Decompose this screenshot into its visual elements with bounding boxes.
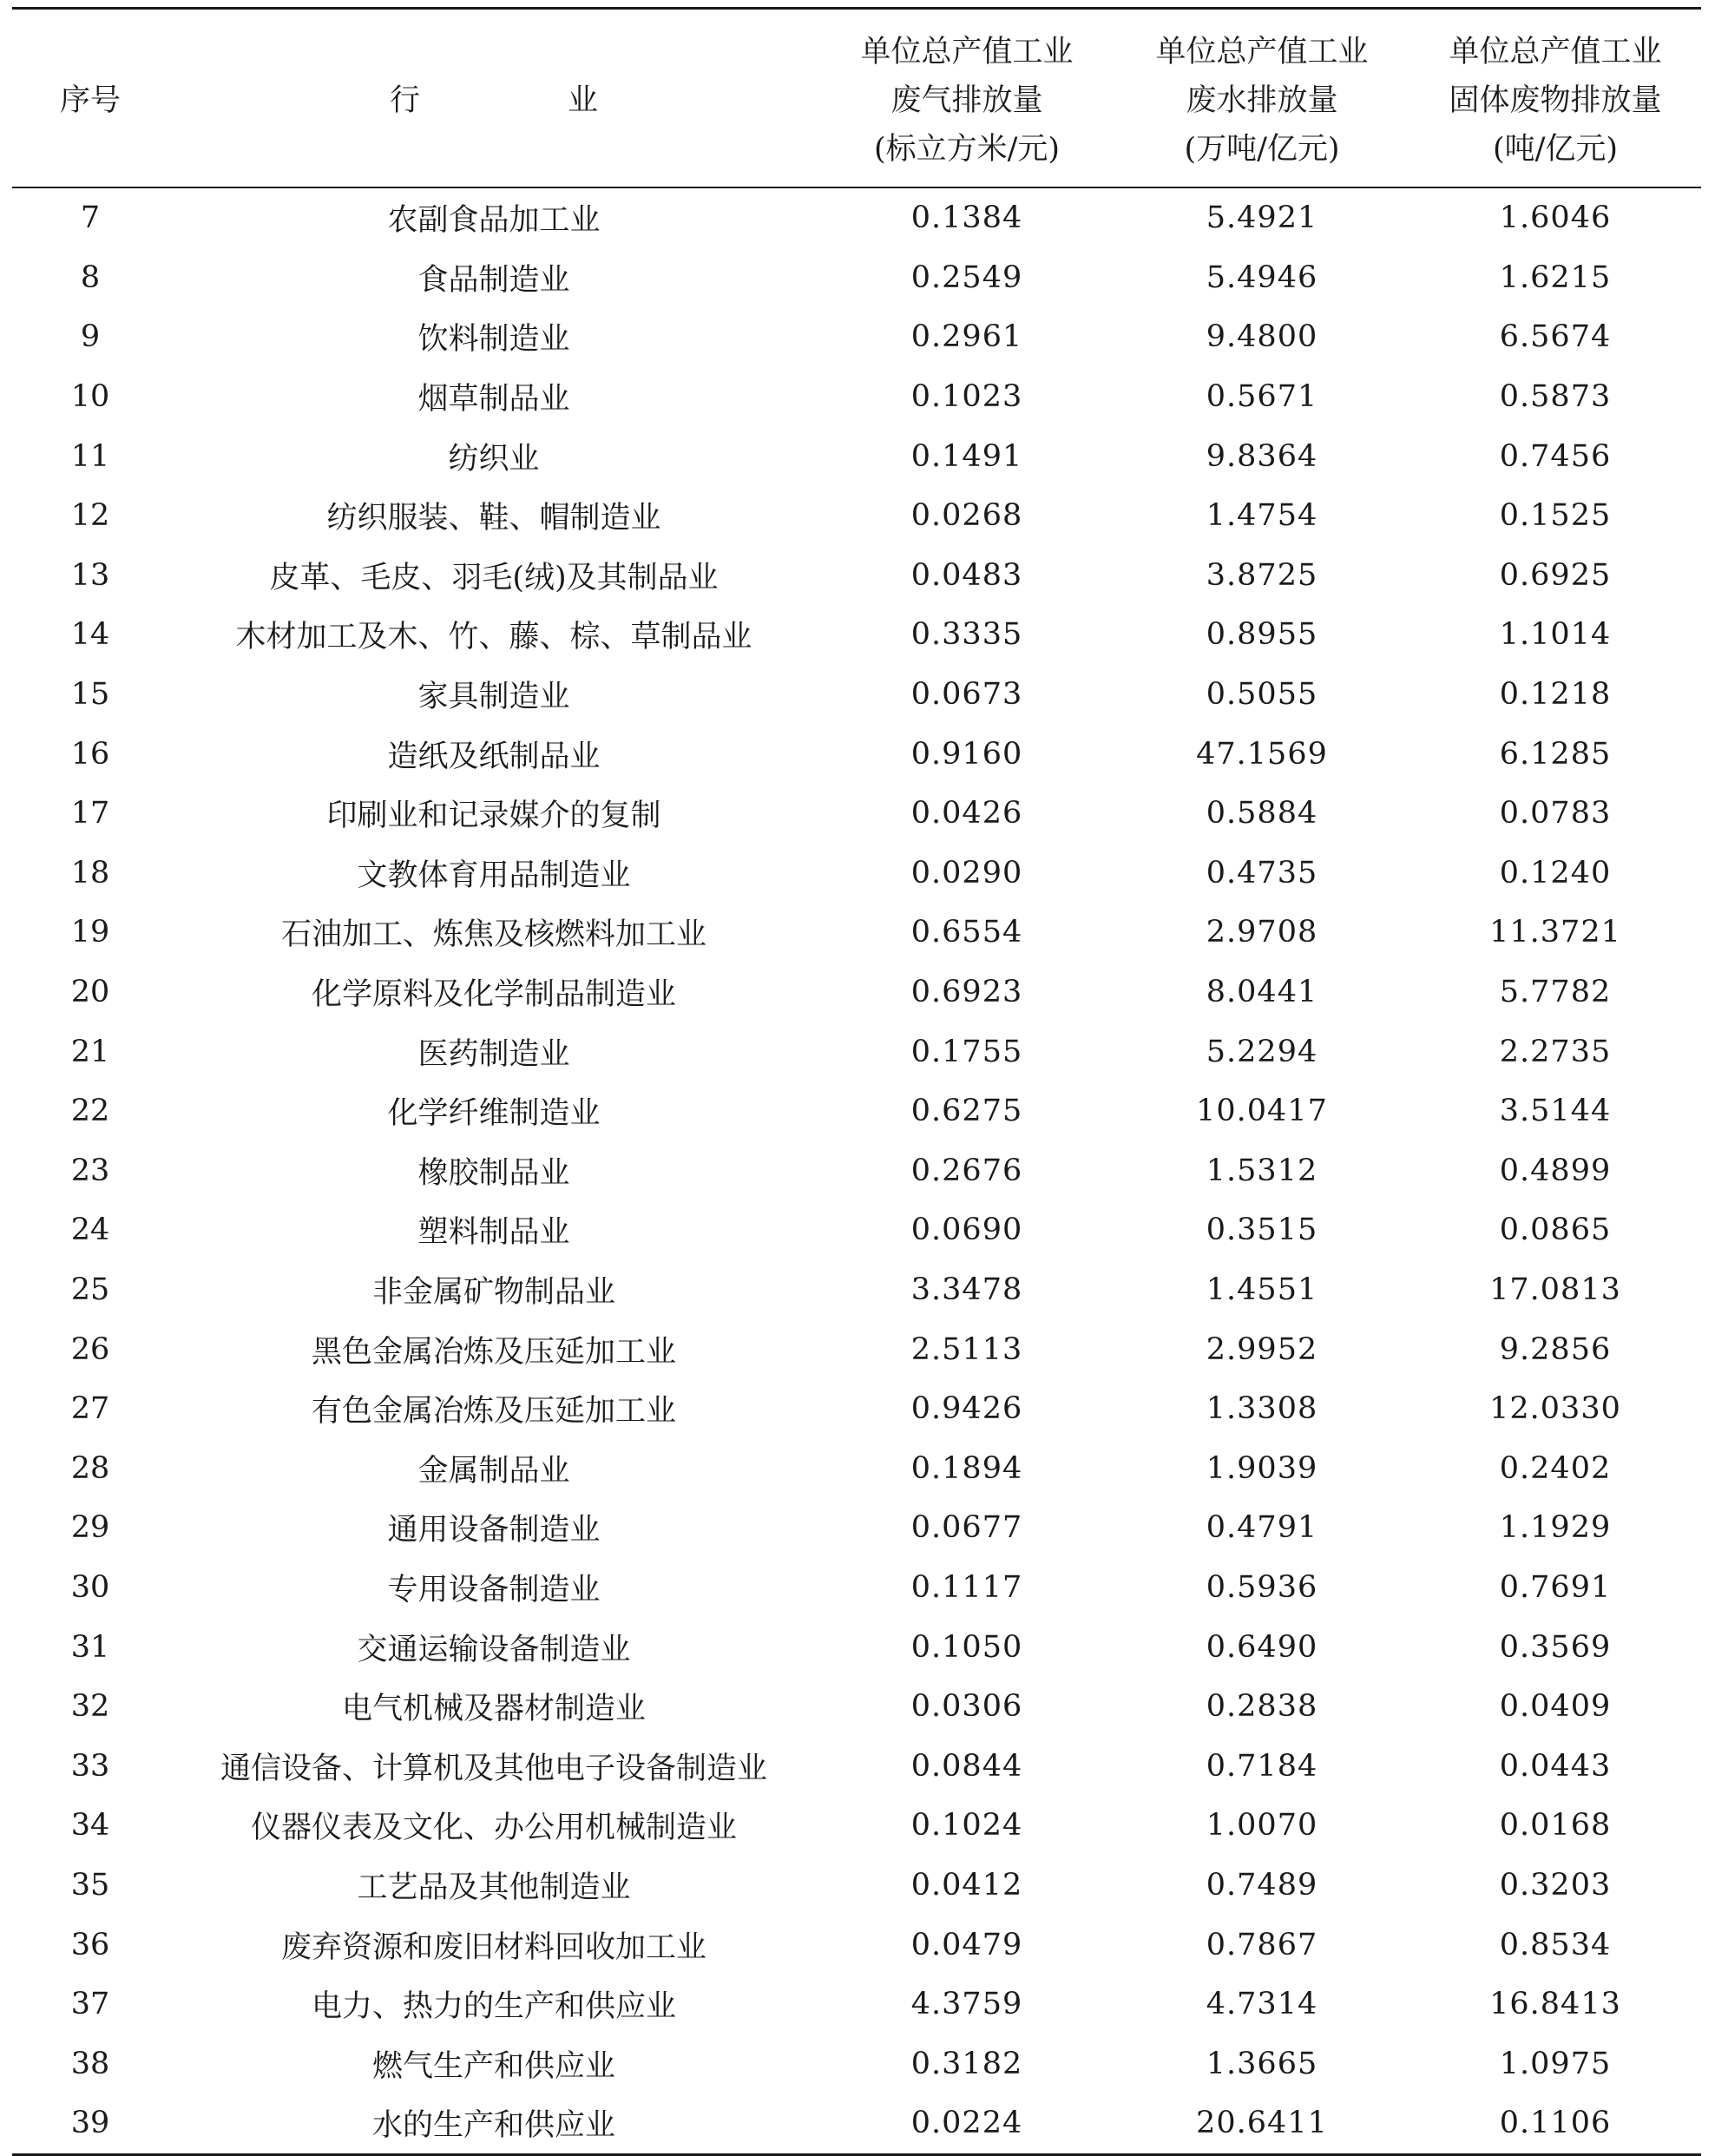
table-row <box>12 1915 1701 1975</box>
table-row <box>12 1260 1701 1320</box>
cell-solid-emission: 11.3721 <box>1489 915 1621 950</box>
cell-solid-emission: 6.5674 <box>1499 319 1612 355</box>
cell-gas-emission: 0.1023 <box>910 379 1023 415</box>
cell-industry: 烟草制品业 <box>417 382 570 417</box>
table-row <box>12 1498 1701 1558</box>
cell-solid-emission: 12.0330 <box>1489 1391 1621 1427</box>
table-row <box>12 1081 1701 1141</box>
cell-solid-emission: 2.2735 <box>1499 1034 1612 1069</box>
table-row <box>12 903 1701 963</box>
header-gas-line-2: 废气排放量 <box>890 83 1043 118</box>
cell-water-emission: 0.2838 <box>1206 1689 1318 1725</box>
cell-index: 34 <box>70 1808 110 1844</box>
table-row <box>12 248 1701 308</box>
cell-solid-emission: 6.1285 <box>1499 736 1612 772</box>
cell-index: 20 <box>70 975 110 1010</box>
cell-water-emission: 0.5936 <box>1206 1569 1318 1605</box>
table-row <box>12 605 1701 665</box>
cell-index: 7 <box>80 200 101 236</box>
cell-gas-emission: 0.1117 <box>910 1569 1023 1605</box>
cell-industry: 橡胶制品业 <box>417 1155 570 1191</box>
cell-solid-emission: 0.0865 <box>1499 1213 1612 1248</box>
cell-solid-emission: 0.0409 <box>1499 1689 1612 1725</box>
cell-water-emission: 9.8364 <box>1206 438 1318 474</box>
emission-table <box>12 7 1701 2156</box>
cell-solid-emission: 1.0975 <box>1499 2046 1612 2081</box>
table-row <box>12 1319 1701 1379</box>
cell-index: 25 <box>70 1272 110 1307</box>
cell-solid-emission: 0.1218 <box>1499 677 1612 713</box>
cell-gas-emission: 0.6923 <box>910 975 1023 1010</box>
cell-gas-emission: 0.6275 <box>910 1094 1023 1129</box>
cell-industry: 有色金属冶炼及压延加工业 <box>311 1394 676 1430</box>
cell-gas-emission: 0.0483 <box>910 557 1023 593</box>
table-row <box>12 1856 1701 1916</box>
cell-index: 30 <box>70 1569 110 1605</box>
cell-industry: 通用设备制造业 <box>387 1513 601 1548</box>
table-header <box>12 9 1701 188</box>
header-water-emission <box>1114 9 1409 188</box>
cell-index: 17 <box>70 796 110 832</box>
cell-water-emission: 1.5312 <box>1206 1153 1318 1188</box>
cell-gas-emission: 0.3335 <box>910 617 1023 653</box>
cell-solid-emission: 0.8534 <box>1499 1927 1612 1962</box>
cell-gas-emission: 0.1050 <box>910 1629 1023 1665</box>
cell-industry: 农副食品加工业 <box>387 203 601 239</box>
cell-solid-emission: 1.6215 <box>1499 260 1612 295</box>
cell-industry: 纺织服装、鞋、帽制造业 <box>326 501 661 536</box>
table-row <box>12 1617 1701 1677</box>
cell-index: 23 <box>70 1153 110 1188</box>
cell-gas-emission: 0.3182 <box>910 2046 1023 2081</box>
table-row <box>12 486 1701 546</box>
table-row <box>12 2094 1701 2154</box>
cell-index: 15 <box>70 677 110 713</box>
table-row <box>12 784 1701 844</box>
cell-water-emission: 1.3308 <box>1206 1391 1318 1427</box>
cell-index: 13 <box>70 557 110 593</box>
cell-water-emission: 8.0441 <box>1206 975 1318 1010</box>
cell-water-emission: 0.5055 <box>1206 677 1318 713</box>
cell-gas-emission: 0.1755 <box>910 1034 1023 1069</box>
cell-industry: 通信设备、计算机及其他电子设备制造业 <box>220 1751 767 1786</box>
cell-water-emission: 1.4754 <box>1206 498 1318 534</box>
cell-index: 35 <box>70 1867 110 1903</box>
cell-industry: 食品制造业 <box>417 262 570 298</box>
header-water-line-1: 单位总产值工业 <box>1155 35 1369 69</box>
cell-solid-emission: 1.1014 <box>1499 617 1612 653</box>
cell-index: 10 <box>70 379 110 415</box>
cell-industry: 木材加工及木、竹、藤、棕、草制品业 <box>235 620 752 655</box>
cell-gas-emission: 0.0690 <box>910 1213 1023 1248</box>
header-industry-right: 业 <box>568 83 599 118</box>
cell-water-emission: 2.9952 <box>1206 1331 1318 1367</box>
cell-index: 16 <box>70 736 110 772</box>
cell-index: 31 <box>70 1629 110 1665</box>
emission-table-container <box>12 7 1701 2156</box>
table-body <box>12 187 1701 2154</box>
cell-solid-emission: 1.6046 <box>1499 200 1612 236</box>
cell-gas-emission: 0.0290 <box>910 855 1023 891</box>
cell-solid-emission: 0.0783 <box>1499 796 1612 832</box>
cell-gas-emission: 0.0673 <box>910 677 1023 713</box>
cell-index: 27 <box>70 1391 110 1427</box>
cell-gas-emission: 0.0677 <box>910 1510 1023 1546</box>
table-row <box>12 844 1701 904</box>
cell-gas-emission: 2.5113 <box>910 1331 1023 1367</box>
cell-index: 36 <box>70 1927 110 1962</box>
cell-index: 38 <box>70 2046 110 2081</box>
cell-water-emission: 3.8725 <box>1206 557 1318 593</box>
table-row <box>12 1975 1701 2034</box>
cell-water-emission: 0.5671 <box>1206 379 1318 415</box>
cell-industry: 金属制品业 <box>417 1453 570 1489</box>
cell-index: 32 <box>70 1689 110 1725</box>
cell-solid-emission: 0.1525 <box>1499 498 1612 534</box>
cell-index: 8 <box>80 260 101 295</box>
cell-water-emission: 1.3665 <box>1206 2046 1318 2081</box>
cell-index: 24 <box>70 1213 110 1248</box>
cell-index: 28 <box>70 1450 110 1486</box>
table-row <box>12 1558 1701 1618</box>
cell-industry: 非金属矿物制品业 <box>371 1274 615 1310</box>
cell-industry: 黑色金属冶炼及压延加工业 <box>311 1334 676 1370</box>
header-solid-line-1: 单位总产值工业 <box>1449 35 1662 69</box>
cell-industry: 塑料制品业 <box>417 1215 570 1251</box>
cell-solid-emission: 0.5873 <box>1499 379 1612 415</box>
cell-water-emission: 5.2294 <box>1206 1034 1318 1069</box>
cell-gas-emission: 0.0306 <box>910 1689 1023 1725</box>
table-row <box>12 2034 1701 2094</box>
cell-index: 39 <box>70 2106 110 2141</box>
table-row <box>12 963 1701 1022</box>
cell-index: 22 <box>70 1094 110 1129</box>
cell-industry: 仪器仪表及文化、办公用机械制造业 <box>250 1811 737 1846</box>
cell-solid-emission: 0.3569 <box>1499 1629 1612 1665</box>
header-row <box>12 9 1701 188</box>
cell-gas-emission: 0.1894 <box>910 1450 1023 1486</box>
cell-solid-emission: 0.3203 <box>1499 1867 1612 1903</box>
table-row <box>12 426 1701 486</box>
cell-industry: 印刷业和记录媒介的复制 <box>326 799 661 834</box>
cell-index: 29 <box>70 1510 110 1546</box>
cell-gas-emission: 3.3478 <box>910 1272 1023 1307</box>
cell-index: 12 <box>70 498 110 534</box>
header-gas-line-1: 单位总产值工业 <box>860 35 1074 69</box>
cell-solid-emission: 0.0168 <box>1499 1808 1612 1844</box>
cell-gas-emission: 0.6554 <box>910 915 1023 950</box>
cell-industry: 工艺品及其他制造业 <box>357 1870 631 1905</box>
cell-solid-emission: 0.4899 <box>1499 1153 1612 1188</box>
table-row <box>12 187 1701 248</box>
cell-gas-emission: 0.0426 <box>910 796 1023 832</box>
cell-water-emission: 0.6490 <box>1206 1629 1318 1665</box>
cell-water-emission: 0.3515 <box>1206 1213 1318 1248</box>
cell-index: 26 <box>70 1331 110 1367</box>
cell-solid-emission: 9.2856 <box>1499 1331 1612 1367</box>
cell-solid-emission: 0.2402 <box>1499 1450 1612 1486</box>
cell-gas-emission: 0.0224 <box>910 2106 1023 2141</box>
table-row <box>12 367 1701 427</box>
header-industry-left: 行 <box>389 83 420 118</box>
table-row <box>12 1200 1701 1260</box>
cell-index: 9 <box>80 319 101 355</box>
cell-water-emission: 10.0417 <box>1196 1094 1328 1129</box>
cell-water-emission: 0.8955 <box>1206 617 1318 653</box>
cell-gas-emission: 0.2549 <box>910 260 1023 295</box>
cell-water-emission: 0.7867 <box>1206 1927 1318 1962</box>
cell-solid-emission: 0.0443 <box>1499 1748 1612 1784</box>
cell-industry: 燃气生产和供应业 <box>371 2048 615 2084</box>
cell-industry: 废弃资源和废旧材料回收加工业 <box>280 1929 706 1965</box>
cell-industry: 化学纤维制造业 <box>387 1096 601 1132</box>
cell-solid-emission: 5.7782 <box>1499 975 1612 1010</box>
cell-index: 11 <box>70 438 110 474</box>
cell-solid-emission: 0.1106 <box>1499 2106 1612 2141</box>
cell-solid-emission: 1.1929 <box>1499 1510 1612 1546</box>
cell-industry: 医药制造业 <box>417 1036 570 1072</box>
cell-gas-emission: 0.2676 <box>910 1153 1023 1188</box>
cell-solid-emission: 17.0813 <box>1489 1272 1621 1307</box>
cell-index: 14 <box>70 617 110 653</box>
table-row <box>12 1022 1701 1081</box>
cell-solid-emission: 3.5144 <box>1499 1094 1612 1129</box>
cell-water-emission: 1.0070 <box>1206 1808 1318 1844</box>
header-index: 序号 <box>59 83 121 118</box>
cell-gas-emission: 0.1384 <box>910 200 1023 236</box>
cell-gas-emission: 0.1024 <box>910 1808 1023 1844</box>
cell-industry: 专用设备制造业 <box>387 1572 601 1607</box>
table-row <box>12 665 1701 725</box>
cell-solid-emission: 0.1240 <box>1499 855 1612 891</box>
header-industry <box>168 9 819 188</box>
header-solid-line-2: 固体废物排放量 <box>1449 83 1662 118</box>
cell-solid-emission: 16.8413 <box>1489 1987 1621 2022</box>
cell-water-emission: 0.5884 <box>1206 796 1318 832</box>
table-row <box>12 1736 1701 1796</box>
cell-industry: 石油加工、炼焦及核燃料加工业 <box>280 917 706 953</box>
cell-gas-emission: 0.0268 <box>910 498 1023 534</box>
cell-industry: 饮料制造业 <box>417 322 570 358</box>
cell-gas-emission: 0.0412 <box>910 1867 1023 1903</box>
table-row <box>12 1379 1701 1439</box>
cell-water-emission: 0.7184 <box>1206 1748 1318 1784</box>
table-row <box>12 1438 1701 1498</box>
cell-water-emission: 2.9708 <box>1206 915 1318 950</box>
cell-gas-emission: 4.3759 <box>910 1987 1023 2022</box>
header-solid-line-3: (吨/亿元) <box>1492 132 1619 167</box>
header-solid-emission <box>1409 9 1701 188</box>
cell-gas-emission: 0.0844 <box>910 1748 1023 1784</box>
table-row <box>12 307 1701 367</box>
cell-industry: 文教体育用品制造业 <box>357 858 631 893</box>
cell-industry: 造纸及纸制品业 <box>387 739 601 774</box>
cell-gas-emission: 0.2961 <box>910 319 1023 355</box>
cell-water-emission: 20.6411 <box>1196 2106 1328 2141</box>
cell-water-emission: 5.4946 <box>1206 260 1318 295</box>
cell-solid-emission: 0.7691 <box>1499 1569 1612 1605</box>
table-row <box>12 1796 1701 1856</box>
cell-industry: 电气机械及器材制造业 <box>341 1692 646 1727</box>
cell-water-emission: 0.4791 <box>1206 1510 1318 1546</box>
cell-water-emission: 9.4800 <box>1206 319 1318 355</box>
cell-gas-emission: 0.1491 <box>910 438 1023 474</box>
header-gas-line-3: (标立方米/元) <box>873 132 1061 167</box>
cell-industry: 纺织业 <box>448 441 540 477</box>
cell-gas-emission: 0.0479 <box>910 1927 1023 1962</box>
cell-industry: 电力、热力的生产和供应业 <box>311 1989 676 2025</box>
cell-water-emission: 5.4921 <box>1206 200 1318 236</box>
cell-gas-emission: 0.9426 <box>910 1391 1023 1427</box>
header-gas-emission <box>819 9 1114 188</box>
cell-water-emission: 1.4551 <box>1206 1272 1318 1307</box>
cell-industry: 家具制造业 <box>417 680 570 715</box>
cell-water-emission: 47.1569 <box>1196 736 1328 772</box>
cell-index: 18 <box>70 855 110 891</box>
cell-industry: 水的生产和供应业 <box>371 2108 615 2144</box>
cell-solid-emission: 0.7456 <box>1499 438 1612 474</box>
cell-index: 21 <box>70 1034 110 1069</box>
cell-water-emission: 0.4735 <box>1206 855 1318 891</box>
cell-gas-emission: 0.9160 <box>910 736 1023 772</box>
cell-solid-emission: 0.6925 <box>1499 557 1612 593</box>
table-row <box>12 546 1701 606</box>
cell-water-emission: 4.7314 <box>1206 1987 1318 2022</box>
cell-index: 37 <box>70 1987 110 2022</box>
cell-industry: 交通运输设备制造业 <box>357 1632 631 1667</box>
header-water-line-2: 废水排放量 <box>1186 83 1338 118</box>
header-water-line-3: (万吨/亿元) <box>1184 132 1340 167</box>
cell-industry: 皮革、毛皮、羽毛(绒)及其制品业 <box>269 560 719 595</box>
cell-industry: 化学原料及化学制品制造业 <box>311 977 676 1013</box>
cell-index: 33 <box>70 1748 110 1784</box>
table-row <box>12 1677 1701 1737</box>
cell-index: 19 <box>70 915 110 950</box>
table-row <box>12 724 1701 784</box>
table-row <box>12 1141 1701 1201</box>
cell-water-emission: 0.7489 <box>1206 1867 1318 1903</box>
cell-water-emission: 1.9039 <box>1206 1450 1318 1486</box>
